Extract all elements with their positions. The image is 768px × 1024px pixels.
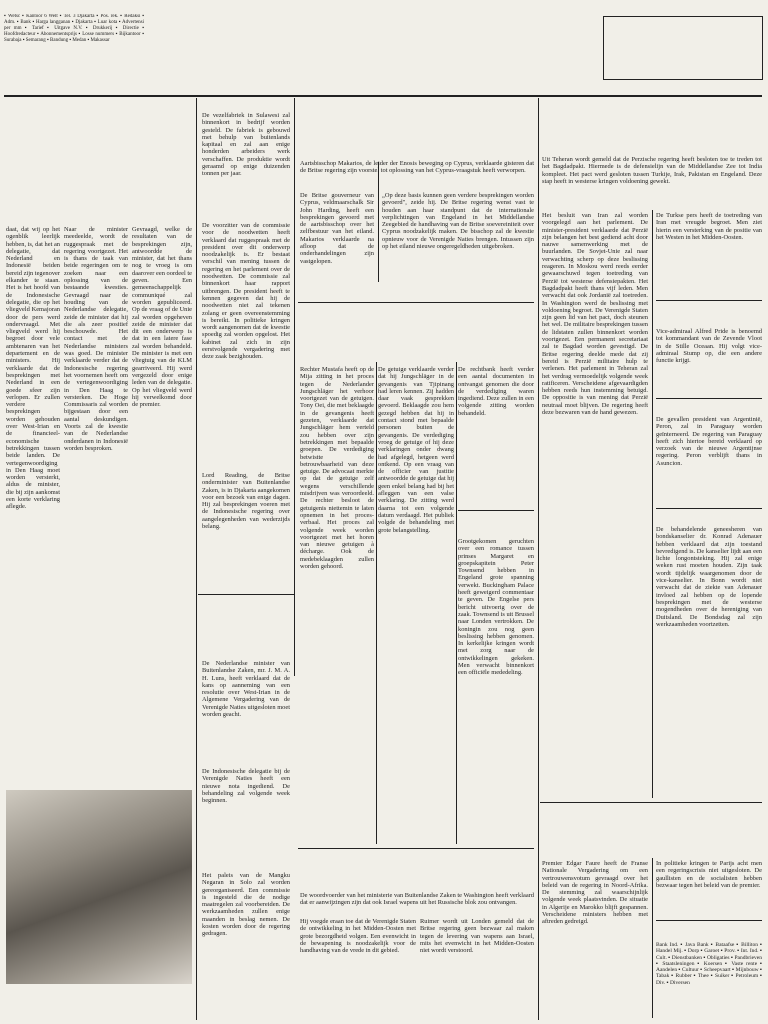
pons-lead: De woordvoerder van het ministerie van Buitenlandse Zaken te Washington heeft verklaard dat er aanwijzingen zijn dat ook Israel wapens uit het Russische blok zou ontvangen. [300,892,534,907]
cyprus-body-a: De Britse gouverneur van Cyprus, veldmaarschalk Sir John Harding, heeft een besprekingen gevoerd met de aartsbisschop over het zelfbestuur van het eiland. Makarios verklaarde na afloop dat de onderhandelingen zijn vastgelopen. [300,192,374,265]
top-rule [4,95,762,97]
adenauer-body: De behandelende geneesheren van bondskanselier dr. Konrad Adenauer hebben verklaard dat zijn toestand bevredigend is. De kanselier lijdt aan een lichte longontsteking. Hij zal enige weken rust moeten houden. Zijn taak wordt tijdelijk waargenomen door de vice-kanselier. In Bonn wordt niet verwacht dat de ziekte van Adenauer invloed zal hebben op de lopende besprekingen met de westerse mogendheden over de hereniging van Duitsland. De Bondsdag zal zijn werkzaamheden voortzetten. [656,526,762,628]
proces-body-a: Rechter Mustafa heeft op de Mija zitting in het proces tegen de Nederlander Jungschläger het verhoor voortgezet van de getuigen. Tony Oei, die met beklaagde in de gevangenis heeft gezeten, verklaarde dat Jungschläger hem verteld zou hebben over zijn betrekkingen met bepaalde groepen. De verdediging betwistte de betrouwbaarheid van deze getuige. De advocaat merkte op dat de getuige zelf wegens verschillende misdrijven was veroordeeld. De rechter besloot de getuigenis niettemin te laten opnemen in het proces-verbaal. Het proces zal volgende week worden voortgezet met het horen van nieuwe getuigen à décharge. Ook de medebeklaagden zullen worden gehoord. [300,366,374,571]
col2-body1: De vezelfabriek in Sulawesi zal binnenkort in bedrijf worden gesteld. De fabriek is gebouwd met behulp van buitenlands kapitaal en zal aan enige honderden arbeiders werk verschaffen. De produktie wordt geraamd op enige duizenden tonnen per jaar. [202,112,290,178]
cyprus-lead: Aartsbisschop Makarios, de leider der Enosis beweging op Cyprus, verklaarde gisteren dat de Britse regering zijn voorstel tot oplossing van het Cyprus-vraagstuk heeft verworpen. [300,160,534,175]
cyprus-body-b: „Op deze basis kunnen geen verdere besprekingen worden gevoerd", zeide hij. De Britse regering wenst vast te houden aan haar standpunt dat de internationale verplichtingen van Engeland in het Middellandse Zeegebied de handhaving van de Britse soevereiniteit over Cyprus noodzakelijk maken. De bisschop zal de kwestie opnieuw voor de Verenigde Naties brengen. Intussen zijn op het eiland nieuwe ongeregeldheden uitgebroken. [382,192,534,251]
masthead-title [150,12,590,90]
proces-body-b: De getuige verklaarde verder dat hij Jungschläger in de gevangenis van Tjipinang had leren kennen. Zij hadden daar vaak gesprekken gevoerd. Beklaagde zou hem gezegd hebben dat hij in contact stond met bepaalde personen buiten de gevangenis. De verdediging vroeg de getuige of hij deze verklaringen onder dwang had afgelegd, hetgeen werd ontkend. Op een vraag van de officier van justitie antwoordde de getuige dat hij geen enkel belang had bij het afleggen van een valse verklaring. De zitting werd daarna tot een volgende datum verdaagd. Het publiek volgde de behandeling met grote belangstelling. [378,366,454,534]
left-body-c: Gevraagd, welke de resultaten van de besprekingen zijn, antwoordde de minister, dat het thans nog te vroeg is om daarover een oordeel te geven. Een gemeenschappelijk communiqué zal worden gepubliceerd. Op de vraag of de Unie zal worden opgeheven zeide de minister dat dit een onderwerp is dat in een latere fase zal worden behandeld. De minister is met een vliegtuig van de KLM gearriveerd. Hij werd vergezeld door enige leden van de delegatie. Op het vliegveld werd hij verwelkomd door de premier. [132,226,192,409]
left-body-a: daat, dat wij op het ogenblik leerlijk hebben, is, dat het an delegatie, dat Nederland en Indonesië beiden bereid zijn tegenover elkander te staan. Het is het hoofd van de Indonesische delegatie, die op het vliegveld Kemajoran door de pers werd ondervraagd. Met vliegveld werd hij begroet door vele ambtenaren van het departement en de ministers. Hij verklaarde dat de besprekingen met Nederland in een goede sfeer zijn verlopen. Er zullen verdere besprekingen worden gehouden over West-Irian en de financieel-economische betrekkingen tussen beide landen. De vertegenwoordiging in Den Haag moet worden versterkt, aldus de minister, die bij zijn aankomst een korte verklaring aflegde. [6,226,60,511]
iran-lead: Uit Teheran wordt gemeld dat de Perzische regering heeft besloten toe te treden tot het Bagdadpakt. Hiermede is de defensielijn van de Middellandse Zee tot India kompleet. Het pact werd gesloten tussen Turkije, Irak, Pakistan en Engeland. Deze stap heeft in westerse kringen voldoening gewekt. [542,156,762,185]
pons-body-a: Hij voegde eraan toe dat de Verenigde Staten de ontwikkeling in het Midden-Oosten met grote bezorgdheid volgen. Een evenwicht in de bewapening is noodzakelijk voor de handhaving van de vrede in dit gebied. [300,918,416,955]
news-photo [6,790,192,984]
top-box [603,16,763,80]
publisher-info: ▪ Wetsc ▪ Kantoor 6 Welt ▪ Tel. 3 Djakarta ▪ Pos. rek. ▪ Redaksi ▪ Adm. ▪ Bank ▪ Harga langganan ▪ Djakarta ▪ Luar kota ▪ Advertensi per mm ▪ Tarief ▪ Uitgave N.V. ▪ Drukkerij ▪ Directie ▪ Hoofdredacteur ▪ Abonnementsprijs ▪ Losse nummers ▪ Bijkantoor ▪ Surabaja ▪ Semarang ▪ Bandung ▪ Medan ▪ Makassar [4,14,144,43]
left-body-b: Naar de minister meedeelde, wordt de ruggespraak met de regering voortgezet. Het is thans de taak van beide regeringen om te zoeken naar een oplossing van de bestaande kwesties. Gevraagd naar de houding van de Nederlandse delegatie, zeide de minister dat hij die als zeer positief beschouwde. Het contact met de Nederlandse ministers was goed. De minister verklaarde verder dat de Indonesische regering het voornemen heeft om de vertegenwoordiging in Den Haag te versterken. De Hoge Commissaris zal worden bijgestaan door een aantal deskundigen. Voorts zal de kwestie van de Nederlandse onderdanen in Indonesië worden besproken. [64,226,128,452]
romance-body: Grootgekomen geruchten over een romance tussen prinses Margaret en groepskapitein Peter Townsend hebben in Engeland grote spanning verwekt. Buckingham Palace heeft geweigerd commentaar te geven. De Engelse pers bericht uitvoerig over de zaak. Townsend is uit Brussel naar Londen vertrokken. De koningin zou nog geen beslissing hebben genomen. In kerkelijke kringen wordt met zorg naar de ontwikkelingen gekeken. Men verwacht binnenkort een officiële mededeling. [458,538,534,677]
spanning-body-b: In politieke kringen te Parijs acht men een regeringscrisis niet uitgesloten. De gaullisten en de socialisten hebben bezwaar tegen het beleid van de premier. [656,860,762,889]
col2-body3: Lord Reading, de Britse onderminister van Buitenlandse Zaken, is in Djakarta aangekomen voor een bezoek van enige dagen. Hij zal besprekingen voeren met de Indonesische regering over aangelegenheden van wederzijds belang. [202,472,290,531]
proces-body-c: De rechtbank heeft verder een aantal documenten in ontvangst genomen die door de verdediging waren ingediend. Deze zullen in een volgende zitting worden behandeld. [458,366,534,417]
col2-body4: De Nederlandse minister van Buitenlandse Zaken, mr. J. M. A. H. Luns, heeft verklaard dat de kans op aanneming van een resolutie over West-Irian in de Algemene Vergadering van de Verenigde Naties uitgesloten moet worden geacht. [202,660,290,719]
col2-body5: De Indonesische delegatie bij de Verenigde Naties heeft een nieuwe nota ingediend. De behandeling zal volgende week beginnen. [202,768,290,805]
peron-body: De gevallen president van Argentinië, Peron, zal in Paraguay worden geïnterneerd. De regering van Paraguay heeft zich hiertoe bereid verklaard op verzoek van de nieuwe Argentijnse regering. Peron verblijft thans in Asuncion. [656,416,762,467]
iran-body-b: De Turkse pers heeft de toetreding van Iran met vreugde begroet. Men ziet hierin een versterking van de positie van het Westen in het Midden-Oosten. [656,212,762,241]
beurs-body: Bank Ind. ▪ Java Bank ▪ Bataafse ▪ Billiton ▪ Handel Mij. ▪ Dorp ▪ Garoet ▪ Prov. ▪ Int. Ind. ▪ Cult. ▪ Dienstbanken ▪ Obligaties ▪ Pandbrieven ▪ Staatsleningen ▪ Koersen ▪ Vaste rente ▪ Aandelen ▪ Cultuur ▪ Scheepvaart ▪ Mijnbouw ▪ Tabak ▪ Rubber ▪ Thee ▪ Suiker ▪ Petroleum ▪ Div. ▪ Diversen [656,942,762,986]
pons-body-b: Ruimer wordt uit Londen gemeld dat de Britse regering geen bezwaar zal maken tegen de levering van wapens aan Israel, mits het evenwicht in het Midden-Oosten niet wordt verstoord. [420,918,534,955]
col2-body6: Het paleis van de Mangku Negaran in Solo zal worden gereorganiseerd. Een commissie is ingesteld die de nodige maatregelen zal voorbereiden. De werkzaamheden zullen enige maanden in beslag nemen. De kosten worden door de regering gedragen. [202,872,290,938]
spanning-body-a: Premier Edgar Faure heeft de Franse Nationale Vergadering om een vertrouwensvotum gevraagd over het beleid van de regering in Noord-Afrika. De stemming zal waarschijnlijk volgende week plaatsvinden. De situatie in Algerije en Marokko blijft gespannen. Verscheidene ministers hebben met aftreden gedreigd. [542,860,648,926]
komm-body: Vice-admiraal Alfred Pride is benoemd tot kommandant van de Zevende Vloot in de Stille Oceaan. Hij volgt vice-admiraal Stump op, die een andere functie krijgt. [656,328,762,365]
iran-body-a: Het besluit van Iran zal worden voorgelegd aan het parlement. De minister-president verklaarde dat Perzië zijn belangen het best gediend acht door nauwe samenwerking met de buurlanden. De Sovjet-Unie zal naar verwachting scherp op deze beslissing reageren. In Moskou werd reeds eerder gewaarschuwd tegen toetreding van Perzië tot westerse defensiepakten. Het Bagdadpakt heeft thans vijf leden. Men verwacht dat ook Jordanië zal toetreden. In Washington werd de beslissing met voldoening begroet. De Verenigde Staten zijn geen lid van het pact, doch steunen het wel. De militaire besprekingen tussen de lidstaten zullen binnenkort worden voortgezet. Een permanent secretariaat zal te Bagdad worden gevestigd. De Britse regering deelde mede dat zij bereid is Perzië militaire hulp te verlenen. Het parlement in Teheran zal het verdrag vermoedelijk volgende week ratificeren. Verscheidene afgevaardigden hebben reeds hun instemming betuigd. De oppositie is van mening dat Perzië neutraal moet blijven. De regering heeft deze bezwaren van de hand gewezen. [542,212,648,417]
col2-body2: De voorzitter van de commissie voor de noodwetten heeft verklaard dat ruggespraak met de president over dit onderwerp noodzakelijk is. Er bestaat verschil van mening tussen de regering en het parlement over de noodwetten. De commissie zal binnenkort haar rapport uitbrengen. De president heeft te kennen gegeven dat hij de noodwetten niet zal tekenen zolang er geen overeenstemming is bereikt. In politieke kringen wordt aangenomen dat de kwestie spoedig zal worden opgelost. Het kabinet zal zich in zijn eerstvolgende vergadering met deze zaak bezighouden. [202,222,290,361]
